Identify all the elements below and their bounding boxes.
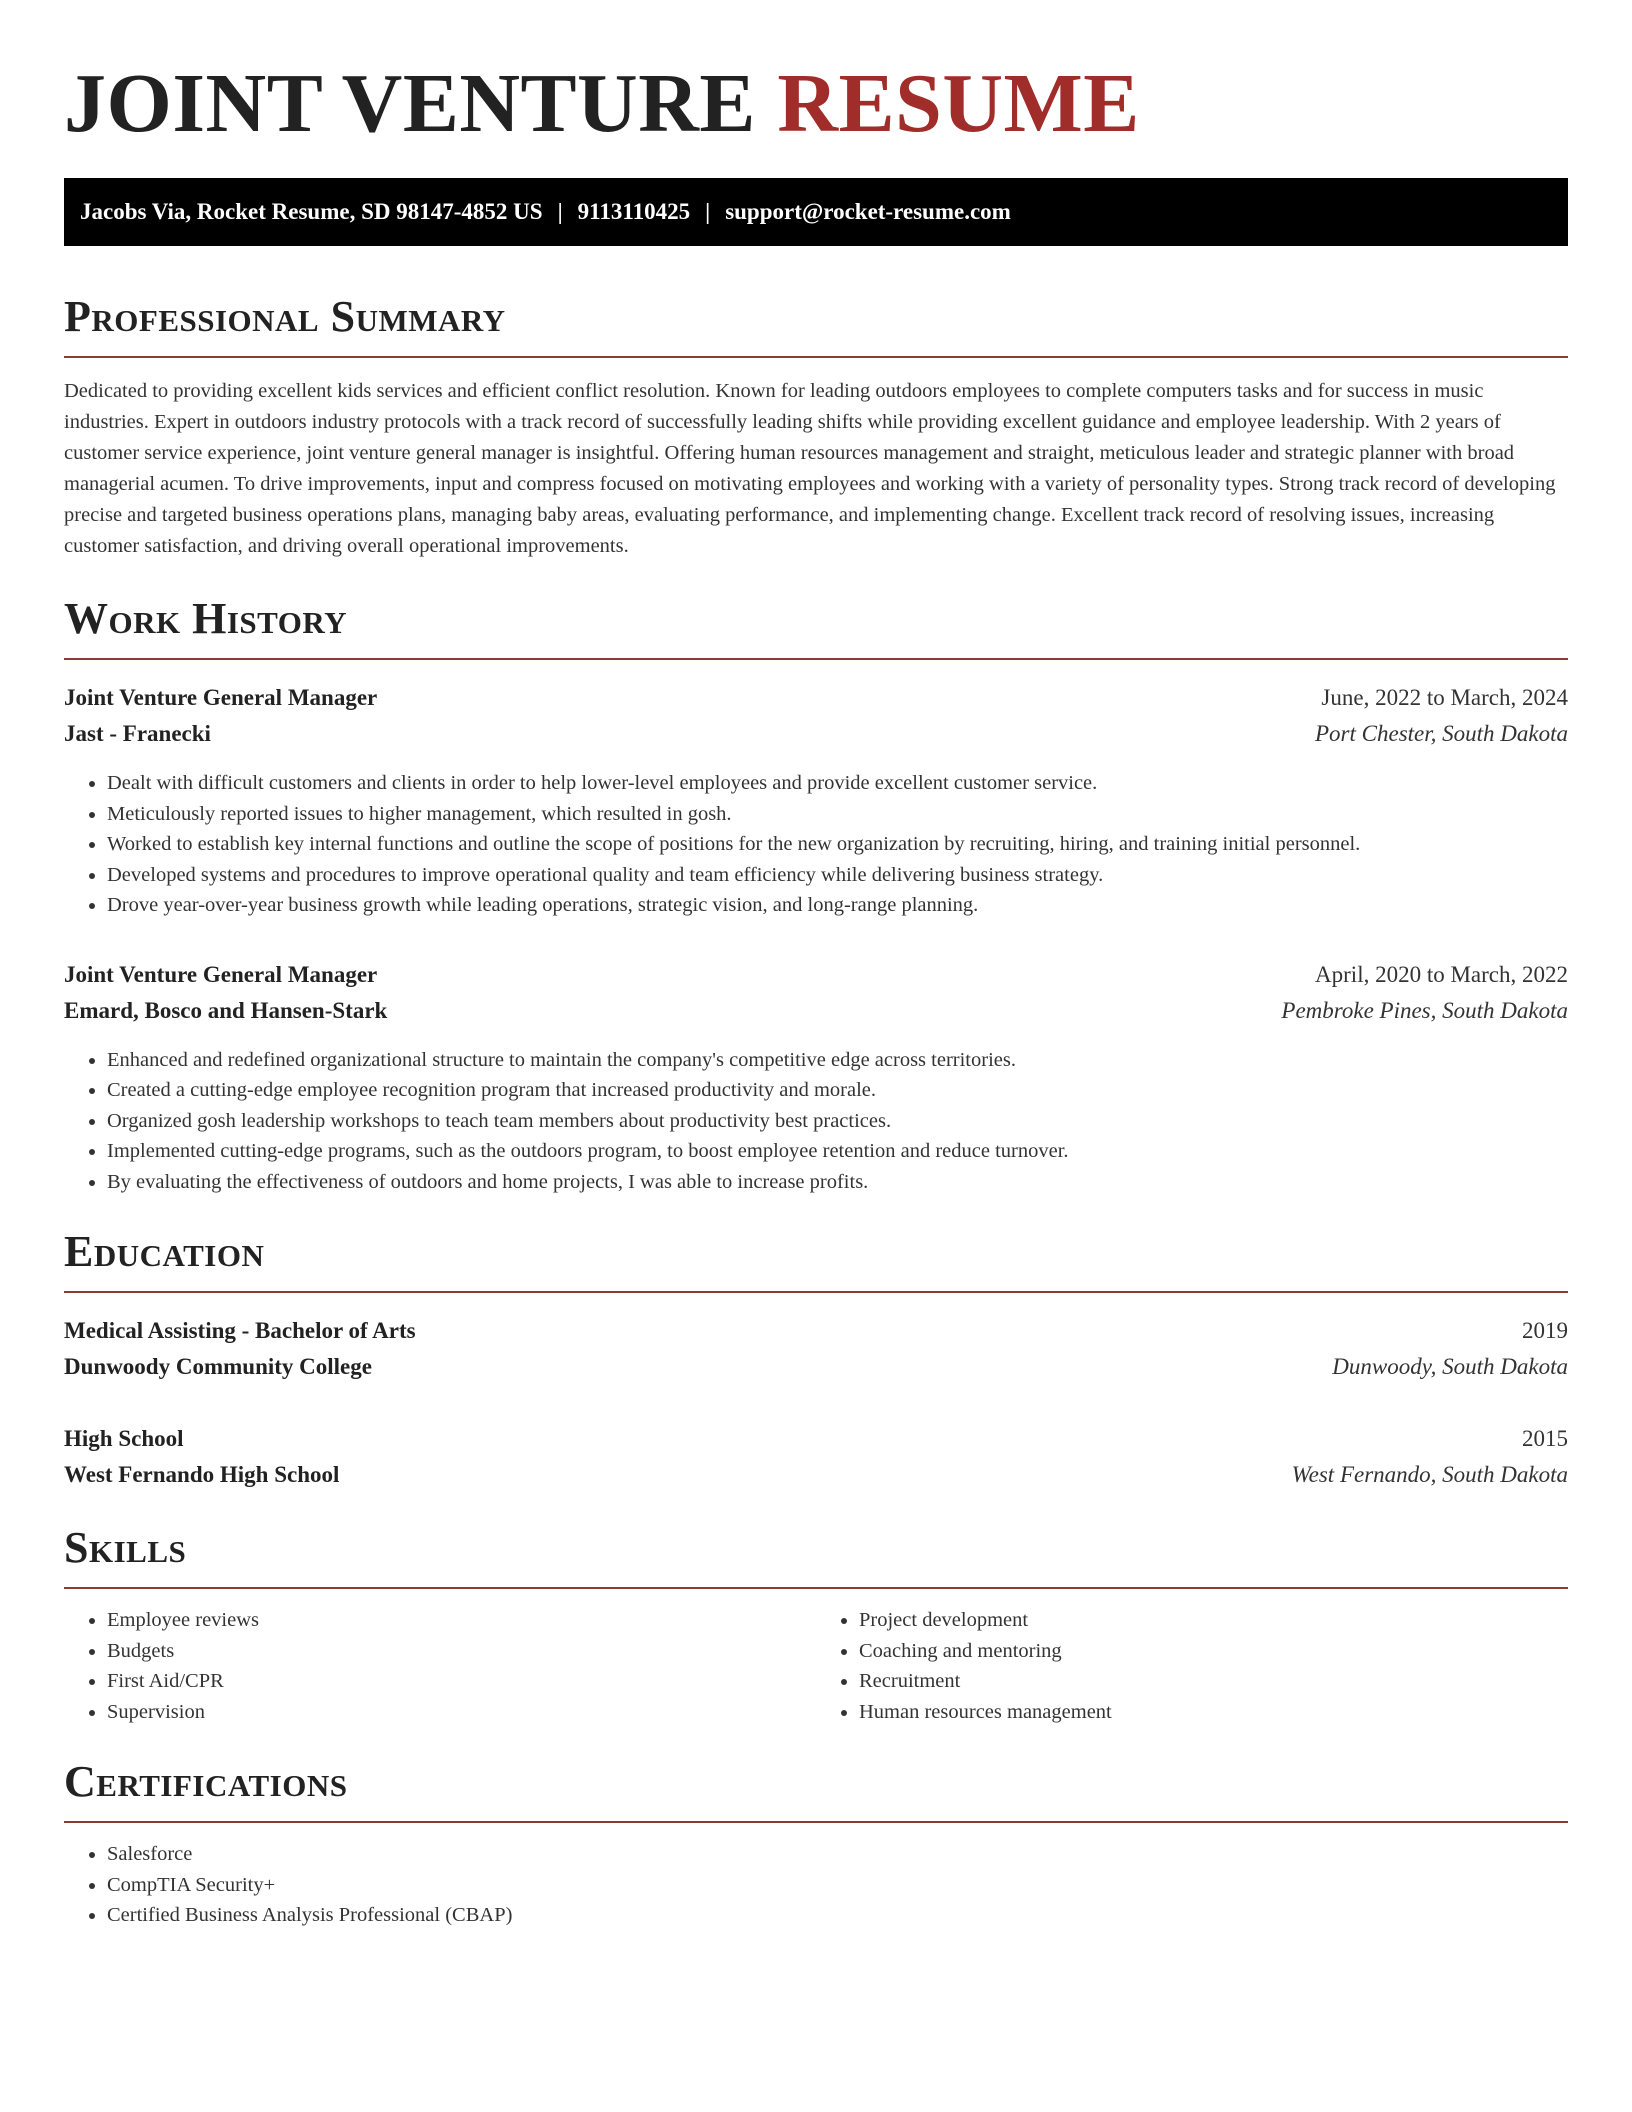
- certifications-section: [64, 1757, 1568, 1931]
- list-item: • Recruitment: [859, 1666, 1568, 1697]
- contact-separator: |: [557, 199, 563, 224]
- list-item: • Worked to establish key internal functions and outline the scope of positions for the new organization by recruiting, hiring, and training initial personnel.: [107, 829, 1568, 860]
- list-item: • CompTIA Security+: [107, 1870, 1568, 1901]
- job-title: Joint Venture General Manager: [64, 961, 378, 987]
- list-item: • Created a cutting-edge employee recognition program that increased productivity and morale.: [107, 1075, 1568, 1106]
- job-location: Port Chester, South Dakota: [1315, 721, 1568, 746]
- summary-text: Dedicated to providing excellent kids services and efficient conflict resolution. Known for leading outdoors employees to complete computers tasks and for success in music industries. Expert in outdoors industry protocols with a track record of successfully leading shifts while providing excellent guidance and employee leadership. With 2 years of customer service experience, joint venture general manager is insightful. Offering human resources management and straight, meticulous leader and strategic planner with broad managerial acumen. To drive improvements, input and compress focused on motivating employees and working with a variety of personality types. Strong track record of developing precise and targeted business operations plans, managing baby areas, evaluating performance, and implementing change. Excellent track record of resolving issues, increasing customer satisfaction, and driving overall operational improvements.: [64, 380, 1556, 557]
- school-name: West Fernando High School: [64, 1462, 340, 1487]
- contact-separator: |: [705, 199, 711, 224]
- contact-bar: [64, 178, 1568, 246]
- job-company: Jast - Franecki: [64, 721, 211, 746]
- school-location: Dunwoody, South Dakota: [1332, 1354, 1568, 1379]
- list-item: • Certified Business Analysis Professional (CBAP): [107, 1900, 1568, 1931]
- certifications-list: [64, 1839, 1568, 1931]
- list-item: • Organized gosh leadership workshops to teach team members about productivity best practices.: [107, 1106, 1568, 1137]
- list-item: • Implemented cutting-edge programs, such as the outdoors program, to boost employee retention and reduce turnover.: [107, 1136, 1568, 1167]
- education-section: [64, 1227, 1568, 1493]
- list-item: • Employee reviews: [107, 1605, 816, 1636]
- list-item: • First Aid/CPR: [107, 1666, 816, 1697]
- list-item: • Meticulously reported issues to higher management, which resulted in gosh.: [107, 799, 1568, 830]
- section-heading-education: Education: [64, 1227, 1568, 1293]
- skills-list-left: [64, 1605, 816, 1727]
- graduation-year: 2019: [1522, 1318, 1568, 1343]
- job-company: Emard, Bosco and Hansen-Stark: [64, 997, 388, 1023]
- list-item: • Human resources management: [859, 1697, 1568, 1728]
- work-history-section: [64, 594, 1568, 1197]
- skills-columns: [64, 1605, 1568, 1727]
- list-item: • Dealt with difficult customers and clients in order to help lower-level employees and provide excellent customer service.: [107, 768, 1568, 799]
- list-item: • Developed systems and procedures to improve operational quality and team efficiency while delivering business strategy.: [107, 860, 1568, 891]
- resume-title: [64, 56, 1568, 152]
- list-item: • Supervision: [107, 1697, 816, 1728]
- job-dates: April, 2020 to March, 2022: [1315, 961, 1568, 987]
- education-entry: [64, 1421, 1568, 1493]
- section-heading-skills: Skills: [64, 1523, 1568, 1589]
- job-entry: [64, 957, 1568, 1198]
- contact-phone: 9113110425: [577, 199, 691, 224]
- list-item: • Budgets: [107, 1636, 816, 1667]
- school-name: Dunwoody Community College: [64, 1354, 372, 1379]
- title-accent: RESUME: [777, 57, 1140, 150]
- skills-list-right: [816, 1605, 1568, 1727]
- contact-address: Jacobs Via, Rocket Resume, SD 98147-4852 US: [80, 199, 543, 224]
- list-item: • Drove year-over-year business growth while leading operations, strategic vision, and long-range planning.: [107, 890, 1568, 921]
- section-heading-work-history: Work History: [64, 594, 1568, 660]
- section-heading-summary: Professional Summary: [64, 292, 1568, 358]
- skills-section: [64, 1523, 1568, 1727]
- contact-email: support@rocket-resume.com: [725, 199, 1011, 224]
- summary-section: [64, 292, 1568, 562]
- job-bullets: [64, 768, 1568, 921]
- list-item: • By evaluating the effectiveness of outdoors and home projects, I was able to increase profits.: [107, 1167, 1568, 1198]
- title-main: JOINT VENTURE: [64, 57, 756, 150]
- degree: High School: [64, 1426, 184, 1451]
- job-dates: June, 2022 to March, 2024: [1321, 685, 1568, 710]
- section-heading-certifications: Certifications: [64, 1757, 1568, 1823]
- job-title: Joint Venture General Manager: [64, 685, 378, 710]
- education-entry: [64, 1313, 1568, 1385]
- list-item: • Project development: [859, 1605, 1568, 1636]
- list-item: • Salesforce: [107, 1839, 1568, 1870]
- job-location: Pembroke Pines, South Dakota: [1281, 997, 1568, 1023]
- job-entry: [64, 680, 1568, 921]
- graduation-year: 2015: [1522, 1426, 1568, 1451]
- school-location: West Fernando, South Dakota: [1291, 1462, 1568, 1487]
- list-item: • Enhanced and redefined organizational structure to maintain the company's competitive edge across territories.: [107, 1045, 1568, 1076]
- degree: Medical Assisting - Bachelor of Arts: [64, 1318, 416, 1343]
- list-item: • Coaching and mentoring: [859, 1636, 1568, 1667]
- job-bullets: [64, 1045, 1568, 1198]
